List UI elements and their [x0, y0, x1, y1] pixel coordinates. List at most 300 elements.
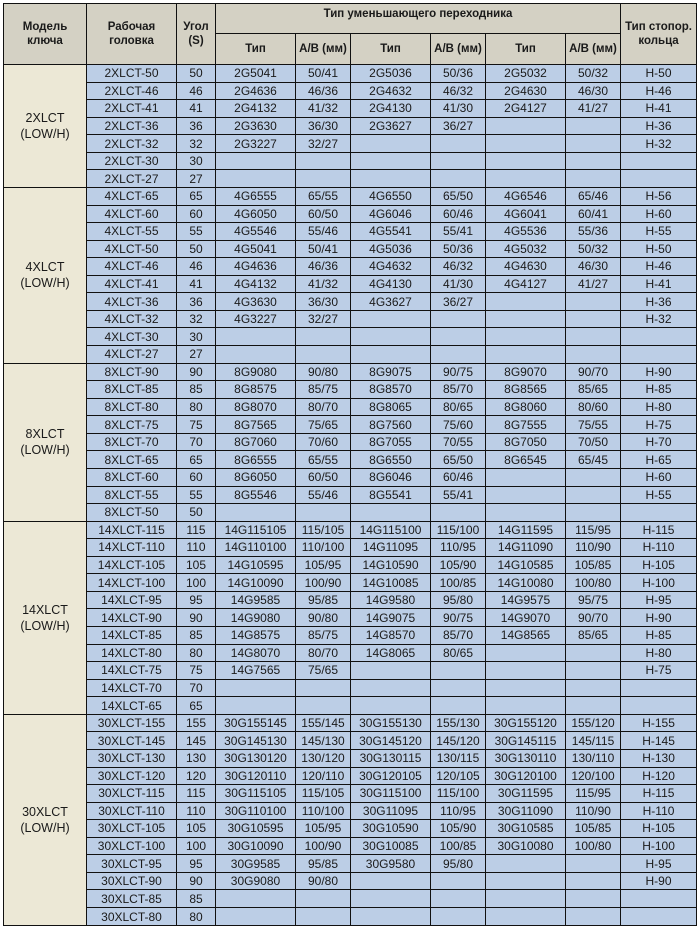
working-head-cell: 8XLCT-90	[87, 363, 177, 381]
working-head-cell: 14XLCT-75	[87, 662, 177, 680]
table-body	[4, 65, 697, 926]
table-row	[4, 574, 697, 592]
retaining-ring-cell: H-100	[621, 574, 697, 592]
reducer-ab-2-cell: 90/75	[431, 363, 486, 381]
table-row	[4, 556, 697, 574]
reducer-ab-2-cell: 46/32	[431, 82, 486, 100]
angle-cell: 41	[177, 100, 216, 118]
reducer-type-3-cell: 14G11090	[486, 539, 566, 557]
working-head-cell: 30XLCT-85	[87, 890, 177, 908]
reducer-ab-1-cell	[296, 890, 351, 908]
reducer-type-3-cell: 4G5032	[486, 240, 566, 258]
table-row	[4, 363, 697, 381]
reducer-type-1-cell: 30G130120	[216, 749, 296, 767]
reducer-type-2-cell: 30G10590	[351, 820, 431, 838]
working-head-cell: 2XLCT-27	[87, 170, 177, 188]
reducer-ab-2-cell: 115/100	[431, 521, 486, 539]
reducer-ab-1-cell	[296, 504, 351, 522]
working-head-cell: 8XLCT-50	[87, 504, 177, 522]
header-head: Рабочая головка	[87, 4, 177, 65]
retaining-ring-cell: H-46	[621, 258, 697, 276]
reducer-ab-3-cell: 60/41	[566, 205, 621, 223]
reducer-type-3-cell	[486, 135, 566, 153]
working-head-cell: 8XLCT-55	[87, 486, 177, 504]
angle-cell: 55	[177, 486, 216, 504]
reducer-type-1-cell: 30G110100	[216, 802, 296, 820]
reducer-ab-2-cell: 41/30	[431, 100, 486, 118]
reducer-type-2-cell	[351, 152, 431, 170]
reducer-ab-1-cell: 70/60	[296, 433, 351, 451]
working-head-cell: 2XLCT-41	[87, 100, 177, 118]
reducer-ab-3-cell	[566, 890, 621, 908]
reducer-type-3-cell	[486, 855, 566, 873]
angle-cell: 120	[177, 767, 216, 785]
reducer-ab-2-cell	[431, 135, 486, 153]
working-head-cell: 30XLCT-145	[87, 732, 177, 750]
reducer-ab-3-cell: 46/30	[566, 258, 621, 276]
working-head-cell: 30XLCT-95	[87, 855, 177, 873]
reducer-type-1-cell: 4G6555	[216, 187, 296, 205]
table-row	[4, 258, 697, 276]
angle-cell: 90	[177, 872, 216, 890]
reducer-type-3-cell	[486, 486, 566, 504]
reducer-ab-3-cell: 130/110	[566, 749, 621, 767]
retaining-ring-cell: H-65	[621, 451, 697, 469]
table-row	[4, 539, 697, 557]
reducer-ab-3-cell	[566, 872, 621, 890]
reducer-ab-3-cell	[566, 644, 621, 662]
working-head-cell: 8XLCT-65	[87, 451, 177, 469]
reducer-type-1-cell: 2G4636	[216, 82, 296, 100]
reducer-type-2-cell: 4G5541	[351, 223, 431, 241]
reducer-type-1-cell: 8G6555	[216, 451, 296, 469]
retaining-ring-cell: H-90	[621, 609, 697, 627]
reducer-ab-1-cell	[296, 152, 351, 170]
reducer-ab-2-cell: 155/130	[431, 714, 486, 732]
retaining-ring-cell: H-120	[621, 767, 697, 785]
reducer-type-2-cell: 4G5036	[351, 240, 431, 258]
reducer-ab-1-cell: 110/100	[296, 802, 351, 820]
retaining-ring-cell: H-90	[621, 363, 697, 381]
table-row	[4, 785, 697, 803]
reducer-type-3-cell	[486, 872, 566, 890]
table-row	[4, 697, 697, 715]
table-row	[4, 82, 697, 100]
working-head-cell: 14XLCT-70	[87, 679, 177, 697]
reducer-type-3-cell: 4G5536	[486, 223, 566, 241]
table-row	[4, 767, 697, 785]
working-head-cell: 14XLCT-105	[87, 556, 177, 574]
working-head-cell: 4XLCT-55	[87, 223, 177, 241]
reducer-ab-3-cell: 41/27	[566, 100, 621, 118]
reducer-type-2-cell: 30G120105	[351, 767, 431, 785]
header-type-3: Тип	[486, 34, 566, 65]
reducer-table-container	[3, 3, 696, 926]
working-head-cell: 2XLCT-46	[87, 82, 177, 100]
table-row	[4, 679, 697, 697]
reducer-type-3-cell	[486, 697, 566, 715]
reducer-type-1-cell: 4G3630	[216, 293, 296, 311]
reducer-type-3-cell: 14G11595	[486, 521, 566, 539]
retaining-ring-cell: H-110	[621, 539, 697, 557]
reducer-ab-1-cell: 105/95	[296, 556, 351, 574]
reducer-table	[3, 3, 697, 926]
reducer-type-1-cell: 8G7060	[216, 433, 296, 451]
working-head-cell: 4XLCT-65	[87, 187, 177, 205]
working-head-cell: 14XLCT-80	[87, 644, 177, 662]
angle-cell: 85	[177, 627, 216, 645]
reducer-type-3-cell: 30G10585	[486, 820, 566, 838]
retaining-ring-cell: H-90	[621, 872, 697, 890]
reducer-ab-1-cell	[296, 908, 351, 926]
reducer-ab-2-cell	[431, 890, 486, 908]
reducer-ab-2-cell: 65/50	[431, 451, 486, 469]
header-reducer-group: Тип уменьшающего переходника	[216, 4, 621, 34]
table-row	[4, 152, 697, 170]
working-head-cell: 2XLCT-36	[87, 117, 177, 135]
reducer-ab-3-cell	[566, 855, 621, 873]
reducer-ab-1-cell: 65/55	[296, 187, 351, 205]
angle-cell: 50	[177, 240, 216, 258]
reducer-ab-2-cell: 145/120	[431, 732, 486, 750]
reducer-ab-3-cell: 65/46	[566, 187, 621, 205]
working-head-cell: 8XLCT-70	[87, 433, 177, 451]
working-head-cell: 30XLCT-100	[87, 837, 177, 855]
reducer-ab-1-cell: 90/80	[296, 872, 351, 890]
reducer-ab-1-cell: 90/80	[296, 363, 351, 381]
reducer-ab-3-cell: 115/95	[566, 785, 621, 803]
reducer-type-1-cell: 8G7565	[216, 416, 296, 434]
model-cell: 30XLCT (LOW/H)	[4, 714, 87, 925]
reducer-ab-1-cell: 100/90	[296, 574, 351, 592]
reducer-type-1-cell: 4G4636	[216, 258, 296, 276]
angle-cell: 95	[177, 591, 216, 609]
angle-cell: 36	[177, 117, 216, 135]
retaining-ring-cell: H-75	[621, 416, 697, 434]
retaining-ring-cell	[621, 152, 697, 170]
reducer-ab-3-cell: 85/65	[566, 381, 621, 399]
reducer-type-2-cell: 8G7560	[351, 416, 431, 434]
reducer-ab-1-cell: 46/36	[296, 258, 351, 276]
working-head-cell: 4XLCT-30	[87, 328, 177, 346]
reducer-type-3-cell	[486, 662, 566, 680]
angle-cell: 46	[177, 82, 216, 100]
reducer-type-3-cell: 4G6041	[486, 205, 566, 223]
reducer-ab-2-cell: 75/60	[431, 416, 486, 434]
table-row	[4, 310, 697, 328]
reducer-type-3-cell	[486, 293, 566, 311]
reducer-ab-3-cell	[566, 310, 621, 328]
working-head-cell: 30XLCT-80	[87, 908, 177, 926]
reducer-type-2-cell: 8G6046	[351, 468, 431, 486]
retaining-ring-cell: H-50	[621, 65, 697, 83]
working-head-cell: 4XLCT-36	[87, 293, 177, 311]
reducer-type-3-cell	[486, 679, 566, 697]
reducer-type-1-cell: 8G8575	[216, 381, 296, 399]
reducer-ab-2-cell: 46/32	[431, 258, 486, 276]
model-cell: 14XLCT (LOW/H)	[4, 521, 87, 714]
reducer-type-3-cell: 30G11090	[486, 802, 566, 820]
reducer-type-2-cell: 14G11095	[351, 539, 431, 557]
retaining-ring-cell: H-145	[621, 732, 697, 750]
working-head-cell: 8XLCT-85	[87, 381, 177, 399]
angle-cell: 70	[177, 679, 216, 697]
table-row	[4, 732, 697, 750]
table-row	[4, 240, 697, 258]
reducer-ab-2-cell: 95/80	[431, 591, 486, 609]
reducer-ab-2-cell: 36/27	[431, 293, 486, 311]
reducer-ab-1-cell: 155/145	[296, 714, 351, 732]
reducer-ab-2-cell	[431, 662, 486, 680]
retaining-ring-cell	[621, 697, 697, 715]
reducer-type-1-cell: 2G5041	[216, 65, 296, 83]
reducer-ab-3-cell	[566, 486, 621, 504]
table-row	[4, 521, 697, 539]
table-row	[4, 872, 697, 890]
angle-cell: 75	[177, 662, 216, 680]
retaining-ring-cell: H-32	[621, 310, 697, 328]
model-cell: 2XLCT (LOW/H)	[4, 65, 87, 188]
reducer-ab-2-cell: 90/75	[431, 609, 486, 627]
reducer-type-2-cell: 30G155130	[351, 714, 431, 732]
reducer-ab-3-cell: 145/115	[566, 732, 621, 750]
reducer-ab-2-cell	[431, 679, 486, 697]
retaining-ring-cell: H-115	[621, 785, 697, 803]
reducer-ab-2-cell: 110/95	[431, 802, 486, 820]
header-type-2: Тип	[351, 34, 431, 65]
header-ring: Тип стопор. кольца	[621, 4, 697, 65]
reducer-type-3-cell	[486, 328, 566, 346]
reducer-ab-3-cell	[566, 908, 621, 926]
angle-cell: 90	[177, 609, 216, 627]
reducer-type-2-cell: 8G9075	[351, 363, 431, 381]
reducer-ab-3-cell	[566, 328, 621, 346]
reducer-ab-1-cell	[296, 679, 351, 697]
retaining-ring-cell: H-36	[621, 117, 697, 135]
reducer-ab-1-cell: 36/30	[296, 117, 351, 135]
reducer-ab-2-cell: 80/65	[431, 398, 486, 416]
angle-cell: 70	[177, 433, 216, 451]
reducer-type-3-cell	[486, 310, 566, 328]
reducer-type-2-cell	[351, 697, 431, 715]
reducer-ab-1-cell: 95/85	[296, 855, 351, 873]
reducer-type-3-cell: 8G6545	[486, 451, 566, 469]
working-head-cell: 30XLCT-120	[87, 767, 177, 785]
angle-cell: 75	[177, 416, 216, 434]
reducer-type-1-cell: 4G5041	[216, 240, 296, 258]
working-head-cell: 30XLCT-115	[87, 785, 177, 803]
table-row	[4, 837, 697, 855]
reducer-ab-3-cell	[566, 135, 621, 153]
reducer-ab-3-cell: 105/85	[566, 556, 621, 574]
reducer-type-2-cell: 8G8065	[351, 398, 431, 416]
reducer-type-2-cell	[351, 346, 431, 364]
reducer-ab-2-cell	[431, 328, 486, 346]
reducer-ab-2-cell: 130/115	[431, 749, 486, 767]
reducer-ab-1-cell: 115/105	[296, 785, 351, 803]
angle-cell: 27	[177, 346, 216, 364]
angle-cell: 100	[177, 574, 216, 592]
reducer-type-2-cell: 4G6046	[351, 205, 431, 223]
header-ab-1: A/B (мм)	[296, 34, 351, 65]
reducer-ab-1-cell: 75/65	[296, 416, 351, 434]
reducer-ab-2-cell: 105/90	[431, 556, 486, 574]
table-row	[4, 381, 697, 399]
angle-cell: 100	[177, 837, 216, 855]
reducer-ab-1-cell: 90/80	[296, 609, 351, 627]
header-model: Модель ключа	[4, 4, 87, 65]
reducer-ab-3-cell: 100/80	[566, 574, 621, 592]
reducer-type-1-cell: 30G9585	[216, 855, 296, 873]
reducer-type-3-cell: 30G155120	[486, 714, 566, 732]
reducer-type-1-cell: 8G5546	[216, 486, 296, 504]
reducer-type-3-cell: 14G8565	[486, 627, 566, 645]
reducer-type-3-cell: 14G9575	[486, 591, 566, 609]
reducer-type-1-cell: 30G115105	[216, 785, 296, 803]
reducer-ab-2-cell	[431, 346, 486, 364]
table-row	[4, 504, 697, 522]
reducer-ab-3-cell: 75/55	[566, 416, 621, 434]
reducer-type-3-cell: 2G4127	[486, 100, 566, 118]
reducer-ab-1-cell: 50/41	[296, 65, 351, 83]
reducer-type-3-cell: 8G7050	[486, 433, 566, 451]
reducer-ab-2-cell: 60/46	[431, 468, 486, 486]
reducer-type-1-cell: 2G4132	[216, 100, 296, 118]
reducer-type-2-cell: 30G145120	[351, 732, 431, 750]
working-head-cell: 4XLCT-41	[87, 275, 177, 293]
reducer-ab-1-cell: 80/70	[296, 398, 351, 416]
angle-cell: 60	[177, 468, 216, 486]
reducer-ab-3-cell	[566, 679, 621, 697]
reducer-ab-1-cell: 41/32	[296, 275, 351, 293]
reducer-ab-2-cell: 85/70	[431, 627, 486, 645]
reducer-type-2-cell: 2G4632	[351, 82, 431, 100]
reducer-ab-1-cell: 130/120	[296, 749, 351, 767]
reducer-type-3-cell	[486, 908, 566, 926]
reducer-ab-3-cell: 55/36	[566, 223, 621, 241]
reducer-ab-2-cell	[431, 504, 486, 522]
table-row	[4, 644, 697, 662]
working-head-cell: 30XLCT-155	[87, 714, 177, 732]
reducer-type-1-cell	[216, 697, 296, 715]
reducer-ab-3-cell: 110/90	[566, 539, 621, 557]
reducer-type-3-cell: 8G8060	[486, 398, 566, 416]
reducer-type-1-cell: 14G9080	[216, 609, 296, 627]
reducer-type-2-cell: 30G11095	[351, 802, 431, 820]
working-head-cell: 30XLCT-105	[87, 820, 177, 838]
reducer-type-2-cell: 14G10085	[351, 574, 431, 592]
angle-cell: 145	[177, 732, 216, 750]
angle-cell: 30	[177, 328, 216, 346]
reducer-type-1-cell: 14G10090	[216, 574, 296, 592]
reducer-ab-3-cell: 105/85	[566, 820, 621, 838]
reducer-ab-1-cell	[296, 346, 351, 364]
reducer-type-1-cell: 14G8575	[216, 627, 296, 645]
reducer-type-2-cell: 14G115100	[351, 521, 431, 539]
reducer-ab-3-cell	[566, 170, 621, 188]
angle-cell: 105	[177, 556, 216, 574]
working-head-cell: 4XLCT-50	[87, 240, 177, 258]
reducer-ab-2-cell: 65/50	[431, 187, 486, 205]
working-head-cell: 14XLCT-95	[87, 591, 177, 609]
reducer-type-3-cell: 14G10585	[486, 556, 566, 574]
model-cell: 4XLCT (LOW/H)	[4, 187, 87, 363]
angle-cell: 105	[177, 820, 216, 838]
reducer-type-1-cell: 14G9585	[216, 591, 296, 609]
reducer-type-3-cell: 30G145115	[486, 732, 566, 750]
reducer-type-2-cell	[351, 890, 431, 908]
reducer-ab-3-cell	[566, 346, 621, 364]
table-row	[4, 802, 697, 820]
reducer-type-3-cell: 30G11595	[486, 785, 566, 803]
retaining-ring-cell: H-155	[621, 714, 697, 732]
angle-cell: 55	[177, 223, 216, 241]
reducer-type-1-cell: 2G3630	[216, 117, 296, 135]
reducer-type-1-cell: 30G120110	[216, 767, 296, 785]
reducer-ab-2-cell: 100/85	[431, 837, 486, 855]
retaining-ring-cell	[621, 679, 697, 697]
angle-cell: 130	[177, 749, 216, 767]
reducer-type-2-cell: 2G5036	[351, 65, 431, 83]
working-head-cell: 8XLCT-75	[87, 416, 177, 434]
reducer-type-2-cell: 8G8570	[351, 381, 431, 399]
retaining-ring-cell: H-105	[621, 820, 697, 838]
reducer-ab-2-cell	[431, 170, 486, 188]
retaining-ring-cell: H-32	[621, 135, 697, 153]
reducer-type-2-cell	[351, 310, 431, 328]
reducer-type-1-cell	[216, 346, 296, 364]
reducer-ab-2-cell	[431, 908, 486, 926]
reducer-ab-3-cell: 50/32	[566, 65, 621, 83]
table-row	[4, 275, 697, 293]
working-head-cell: 2XLCT-50	[87, 65, 177, 83]
reducer-ab-2-cell: 50/36	[431, 65, 486, 83]
table-row	[4, 820, 697, 838]
retaining-ring-cell: H-55	[621, 223, 697, 241]
reducer-type-3-cell	[486, 504, 566, 522]
angle-cell: 115	[177, 785, 216, 803]
reducer-type-3-cell	[486, 152, 566, 170]
retaining-ring-cell: H-41	[621, 100, 697, 118]
reducer-ab-3-cell: 110/90	[566, 802, 621, 820]
retaining-ring-cell: H-85	[621, 627, 697, 645]
table-row	[4, 627, 697, 645]
retaining-ring-cell	[621, 170, 697, 188]
reducer-type-1-cell	[216, 679, 296, 697]
reducer-type-1-cell: 14G10595	[216, 556, 296, 574]
working-head-cell: 14XLCT-65	[87, 697, 177, 715]
table-row	[4, 398, 697, 416]
reducer-type-1-cell: 4G4132	[216, 275, 296, 293]
reducer-ab-1-cell: 145/130	[296, 732, 351, 750]
reducer-ab-2-cell: 36/27	[431, 117, 486, 135]
reducer-type-2-cell	[351, 662, 431, 680]
reducer-ab-3-cell: 95/75	[566, 591, 621, 609]
reducer-ab-1-cell: 36/30	[296, 293, 351, 311]
reducer-type-2-cell: 30G115100	[351, 785, 431, 803]
reducer-type-3-cell: 4G4630	[486, 258, 566, 276]
retaining-ring-cell	[621, 346, 697, 364]
angle-cell: 41	[177, 275, 216, 293]
retaining-ring-cell: H-105	[621, 556, 697, 574]
working-head-cell: 8XLCT-80	[87, 398, 177, 416]
reducer-type-2-cell: 14G8570	[351, 627, 431, 645]
angle-cell: 80	[177, 398, 216, 416]
table-row	[4, 293, 697, 311]
reducer-ab-3-cell: 120/100	[566, 767, 621, 785]
retaining-ring-cell: H-80	[621, 398, 697, 416]
table-row	[4, 749, 697, 767]
